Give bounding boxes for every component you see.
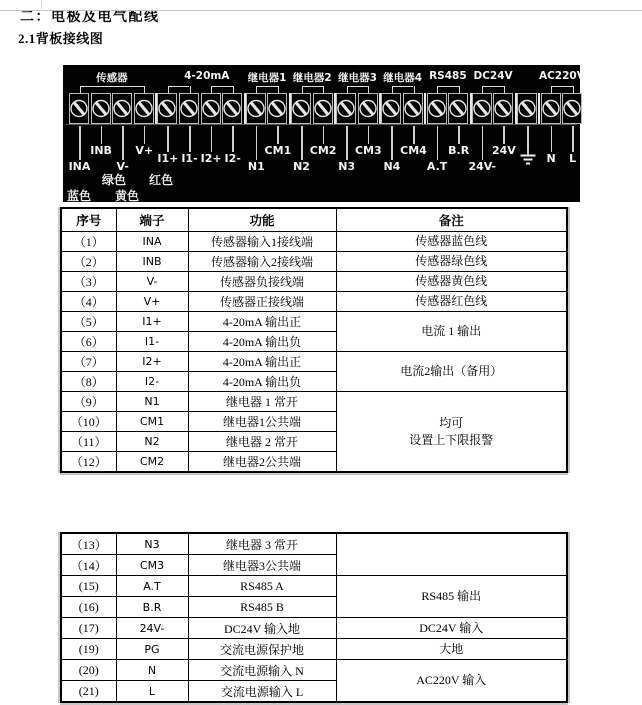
- terminal-table-1: [60, 207, 568, 473]
- wire-stub: [211, 126, 213, 152]
- screw-terminal: [448, 93, 468, 124]
- function-cell: 传感器负接线端: [188, 272, 336, 292]
- table-row: [61, 312, 567, 332]
- row-number-cell: （5）: [61, 312, 116, 332]
- note-line: 电流2输出（备用）: [400, 364, 503, 379]
- group-bracket: [256, 86, 278, 87]
- function-cell: 继电器 3 常开: [188, 533, 336, 555]
- group-separator: [379, 93, 381, 124]
- note-line: RS485 输出: [421, 589, 482, 604]
- screw-head-icon: [247, 94, 265, 123]
- terminal-label: V+: [135, 144, 154, 157]
- row-number-cell: (21): [61, 681, 116, 703]
- function-cell: 继电器3公共端: [188, 555, 336, 576]
- wire-stub: [458, 126, 460, 144]
- wire-stub: [527, 126, 529, 149]
- row-number-cell: (19): [61, 639, 116, 660]
- wire-stub: [437, 126, 439, 160]
- terminal-group-label: RS485: [429, 70, 467, 82]
- function-cell: 继电器1公共端: [188, 412, 336, 432]
- wire-stub: [391, 126, 393, 160]
- table-row: [61, 618, 567, 639]
- wire-stub: [189, 126, 191, 152]
- wire-stub: [346, 126, 348, 160]
- note-line: 传感器绿色线: [415, 254, 488, 269]
- wire-stub: [256, 126, 258, 160]
- screw-terminal: [246, 93, 266, 124]
- function-cell: 继电器 2 常开: [188, 432, 336, 452]
- group-bracket-drop: [233, 86, 234, 93]
- terminal-group-label: 继电器3: [338, 72, 377, 84]
- screw-head-icon: [135, 94, 153, 123]
- function-cell: DC24V 输入地: [188, 618, 336, 639]
- terminal-label: 24V-: [468, 160, 497, 173]
- terminal-cell: I1+: [116, 312, 188, 332]
- row-number-cell: （7）: [61, 352, 116, 372]
- function-cell: 4-20mA 输出负: [188, 332, 336, 352]
- function-cell: 传感器输入2接线端: [188, 252, 336, 272]
- screw-terminal: [358, 93, 378, 124]
- row-number-cell: (17): [61, 618, 116, 639]
- note-cell: [336, 272, 567, 292]
- table-row: [61, 232, 567, 252]
- group-bracket-drop: [190, 86, 191, 93]
- screw-head-icon: [268, 94, 286, 123]
- terminal-strip-edge: [66, 124, 577, 125]
- column-header: 序号: [61, 208, 116, 232]
- group-bracket: [437, 86, 459, 87]
- function-cell: 继电器2公共端: [188, 452, 336, 473]
- group-bracket-drop: [392, 86, 393, 93]
- wire-stub: [503, 126, 505, 144]
- terminal-cell: A.T: [116, 576, 188, 597]
- column-header: 功能: [188, 208, 336, 232]
- table-row: [61, 533, 567, 555]
- screw-head-icon: [113, 94, 131, 123]
- note-cell: [336, 292, 567, 312]
- terminal-cell: 24V-: [116, 618, 188, 639]
- wire-color-label: 绿色: [101, 173, 127, 187]
- screw-terminal: [222, 93, 242, 124]
- group-separator: [244, 93, 246, 124]
- terminal-label: I1-: [181, 152, 198, 165]
- group-separator: [334, 93, 336, 124]
- screw-head-icon: [404, 94, 422, 123]
- wire-stub: [144, 126, 146, 144]
- screw-terminal: [562, 93, 582, 124]
- terminal-label: V-: [116, 160, 129, 173]
- group-separator: [155, 93, 157, 124]
- wire-color-label: 红色: [148, 173, 174, 187]
- screw-terminal: [472, 93, 492, 124]
- note-cell: [336, 639, 567, 660]
- screw-terminal: [381, 93, 401, 124]
- group-bracket-drop: [551, 86, 552, 93]
- terminal-cell: N1: [116, 392, 188, 412]
- group-bracket: [482, 86, 504, 87]
- terminal-cell: I1-: [116, 332, 188, 352]
- note-cell: [336, 618, 567, 639]
- group-separator: [289, 93, 291, 124]
- group-bracket: [347, 86, 369, 87]
- backplane-wiring-diagram: [63, 65, 585, 203]
- terminal-cell: I2-: [116, 372, 188, 392]
- screw-head-icon: [542, 94, 560, 123]
- terminal-label: B.R: [448, 144, 470, 157]
- note-cell: [336, 252, 567, 272]
- terminal-label: 24V: [491, 144, 516, 157]
- terminal-cell: I2+: [116, 352, 188, 372]
- wire-stub: [368, 126, 370, 144]
- group-bracket: [168, 86, 190, 87]
- table-row: [61, 576, 567, 597]
- group-bracket-drop: [323, 86, 324, 93]
- note-cell: [336, 392, 567, 473]
- table-row: [61, 292, 567, 312]
- screw-terminal: [201, 93, 221, 124]
- screw-head-icon: [223, 94, 241, 123]
- column-header: 端子: [116, 208, 188, 232]
- screw-head-icon: [158, 94, 176, 123]
- group-bracket-drop: [504, 86, 505, 93]
- note-line: 传感器红色线: [415, 294, 488, 309]
- screw-head-icon: [314, 94, 332, 123]
- row-number-cell: （1）: [61, 232, 116, 252]
- terminal-label: N1: [247, 160, 265, 173]
- row-number-cell: （4）: [61, 292, 116, 312]
- row-number-cell: （14）: [61, 555, 116, 576]
- wire-color-label: 蓝色: [66, 189, 92, 203]
- terminal-cell: V+: [116, 292, 188, 312]
- terminal-label: INA: [68, 160, 91, 173]
- table-row: [61, 392, 567, 412]
- note-cell: [336, 232, 567, 252]
- function-cell: 4-20mA 输出正: [188, 352, 336, 372]
- wire-stub: [101, 126, 103, 144]
- screw-head-icon: [563, 94, 581, 123]
- earth-ground-icon: [519, 149, 536, 171]
- screw-head-icon: [92, 94, 110, 123]
- note-line: 电流 1 输出: [421, 324, 482, 339]
- terminal-label: L: [569, 152, 577, 165]
- screw-head-icon: [494, 94, 512, 123]
- group-bracket-drop: [211, 86, 212, 93]
- group-bracket: [302, 86, 324, 87]
- screw-terminal: [493, 93, 513, 124]
- terminal-label: CM1: [264, 144, 292, 157]
- wire-stub: [301, 126, 303, 160]
- wire-stub: [323, 126, 325, 144]
- group-separator: [515, 93, 517, 124]
- terminal-group-label: DC24V: [473, 70, 513, 82]
- wire-stub: [167, 126, 169, 152]
- function-cell: RS485 B: [188, 597, 336, 618]
- terminal-group-label: 传感器: [96, 72, 128, 84]
- row-number-cell: （3）: [61, 272, 116, 292]
- group-bracket: [551, 86, 573, 87]
- screw-terminal: [336, 93, 356, 124]
- group-bracket-drop: [168, 86, 169, 93]
- group-bracket-drop: [414, 86, 415, 93]
- function-cell: 传感器输入1接线端: [188, 232, 336, 252]
- section-heading: 二：电极及电气配线: [20, 11, 160, 25]
- row-number-cell: (15): [61, 576, 116, 597]
- subsection-heading: 2.1背板接线图: [18, 31, 104, 46]
- note-cell: [336, 576, 567, 618]
- terminal-cell: N2: [116, 432, 188, 452]
- screw-terminal: [291, 93, 311, 124]
- function-cell: 4-20mA 输出负: [188, 372, 336, 392]
- function-cell: 交流电源输入 N: [188, 660, 336, 681]
- group-bracket: [392, 86, 414, 87]
- terminal-group-label: 4-20mA: [184, 70, 230, 82]
- group-bracket-drop: [368, 86, 369, 93]
- wire-stub: [413, 126, 415, 144]
- group-bracket-drop: [459, 86, 460, 93]
- terminal-label: CM3: [354, 144, 382, 157]
- table-row: [61, 660, 567, 681]
- table-row: [61, 639, 567, 660]
- screw-head-icon: [428, 94, 446, 123]
- terminal-table-2: [60, 532, 568, 703]
- screw-head-icon: [518, 94, 536, 123]
- row-number-cell: （8）: [61, 372, 116, 392]
- terminal-cell: INB: [116, 252, 188, 272]
- screw-head-icon: [70, 94, 88, 123]
- table-row: [61, 272, 567, 292]
- function-cell: 4-20mA 输出正: [188, 312, 336, 332]
- screw-terminal: [112, 93, 132, 124]
- wire-stub: [277, 126, 279, 144]
- terminal-label: I2-: [224, 152, 241, 165]
- row-number-cell: (16): [61, 597, 116, 618]
- terminal-label: I1+: [157, 152, 179, 165]
- screw-terminal: [69, 93, 89, 124]
- group-bracket-drop: [302, 86, 303, 93]
- terminal-label: I2+: [200, 152, 222, 165]
- terminal-label: N4: [383, 160, 401, 173]
- table-row: [61, 252, 567, 272]
- screw-terminal: [313, 93, 333, 124]
- note-cell: [336, 660, 567, 703]
- terminal-label: A.T: [426, 160, 448, 173]
- terminal-group-label: 继电器1: [247, 72, 287, 84]
- terminal-cell: CM2: [116, 452, 188, 473]
- note-line: 传感器蓝色线: [415, 234, 488, 249]
- note-cell: [336, 312, 567, 352]
- terminal-group-label: AC220V: [538, 70, 585, 82]
- terminal-label: N3: [338, 160, 356, 173]
- terminal-label: N: [546, 152, 556, 165]
- wire-stub: [232, 126, 234, 152]
- screw-head-icon: [337, 94, 355, 123]
- group-bracket: [80, 86, 145, 87]
- note-cell: [336, 533, 567, 576]
- screw-terminal: [517, 93, 537, 124]
- group-bracket-drop: [573, 86, 574, 93]
- terminal-label: CM4: [400, 144, 427, 157]
- function-cell: 传感器正接线端: [188, 292, 336, 312]
- section-heading-clip: [20, 11, 160, 26]
- screw-terminal: [267, 93, 287, 124]
- screw-terminal: [403, 93, 423, 124]
- group-bracket-drop: [278, 86, 279, 93]
- screw-head-icon: [292, 94, 310, 123]
- wire-stub: [551, 126, 553, 152]
- terminal-label: CM2: [309, 144, 337, 157]
- screw-head-icon: [473, 94, 491, 123]
- row-number-cell: （6）: [61, 332, 116, 352]
- note-line: DC24V 输入: [419, 620, 484, 635]
- group-bracket: [211, 86, 233, 87]
- row-number-cell: （11）: [61, 432, 116, 452]
- screw-head-icon: [202, 94, 220, 123]
- terminal-cell: V-: [116, 272, 188, 292]
- screw-head-icon: [180, 94, 198, 123]
- terminal-cell: N: [116, 660, 188, 681]
- screw-terminal: [427, 93, 447, 124]
- wire-stub: [482, 126, 484, 160]
- function-cell: 交流电源输入 L: [188, 681, 336, 703]
- screw-head-icon: [449, 94, 467, 123]
- function-cell: RS485 A: [188, 576, 336, 597]
- table-row: [61, 352, 567, 372]
- group-bracket-drop: [437, 86, 438, 93]
- note-line: 设置上下限报警: [409, 432, 494, 447]
- terminal-cell: CM3: [116, 555, 188, 576]
- row-number-cell: (20): [61, 660, 116, 681]
- note-line: 均可: [439, 416, 464, 431]
- group-bracket-drop: [256, 86, 257, 93]
- terminal-cell: L: [116, 681, 188, 703]
- screw-terminal: [541, 93, 561, 124]
- group-bracket-drop: [482, 86, 483, 93]
- wire-stub: [572, 126, 574, 152]
- page-artifact-mark: [41, 0, 42, 9]
- note-line: 传感器黄色线: [415, 274, 488, 289]
- row-number-cell: （10）: [61, 412, 116, 432]
- terminal-label: INB: [90, 144, 112, 157]
- screw-terminal: [179, 93, 199, 124]
- screw-terminal: [157, 93, 177, 124]
- note-cell: [336, 352, 567, 392]
- row-number-cell: （13）: [61, 533, 116, 555]
- wire-stub: [79, 126, 81, 160]
- group-bracket-drop: [347, 86, 348, 93]
- function-cell: 继电器 1 常开: [188, 392, 336, 412]
- group-separator: [538, 93, 540, 124]
- terminal-cell: PG: [116, 639, 188, 660]
- group-separator: [424, 93, 426, 124]
- note-line: AC220V 输入: [416, 673, 487, 688]
- terminal-cell: B.R: [116, 597, 188, 618]
- screw-terminal: [134, 93, 154, 124]
- screw-terminal: [91, 93, 111, 124]
- row-number-cell: （9）: [61, 392, 116, 412]
- group-bracket-drop: [144, 86, 145, 93]
- terminal-cell: INA: [116, 232, 188, 252]
- terminal-label: N2: [293, 160, 310, 173]
- screw-head-icon: [382, 94, 400, 123]
- terminal-group-label: 继电器2: [292, 72, 332, 84]
- terminal-group-label: 继电器4: [383, 72, 423, 84]
- group-bracket-drop: [80, 86, 81, 93]
- screw-head-icon: [359, 94, 377, 123]
- column-header: 备注: [336, 208, 567, 232]
- row-number-cell: （12）: [61, 452, 116, 473]
- wire-color-label: 黄色: [114, 189, 140, 203]
- terminal-cell: N3: [116, 533, 188, 555]
- wire-stub: [122, 126, 124, 160]
- terminal-cell: CM1: [116, 412, 188, 432]
- group-separator: [470, 93, 472, 124]
- table-header-row: [61, 208, 567, 232]
- note-line: 大地: [439, 641, 464, 656]
- function-cell: 交流电源保护地: [188, 639, 336, 660]
- row-number-cell: （2）: [61, 252, 116, 272]
